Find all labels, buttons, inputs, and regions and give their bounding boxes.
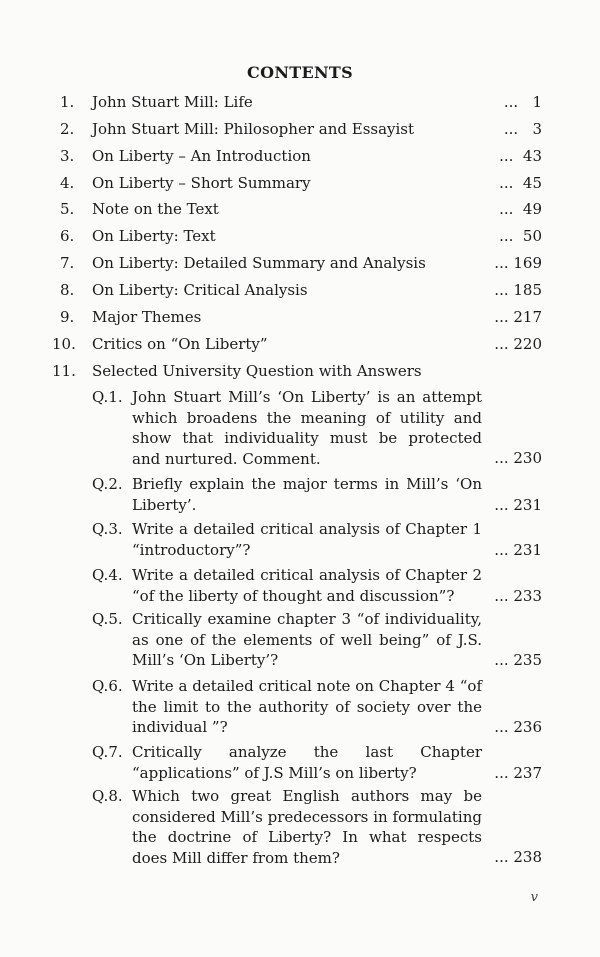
entry-number: 9. — [60, 308, 75, 326]
entry-page: ... 220 — [494, 335, 542, 353]
question-page: ... 237 — [494, 764, 542, 782]
entry-number: 1. — [60, 93, 75, 111]
entry-title: Selected University Question with Answers — [92, 362, 422, 380]
entry-page: ... 45 — [499, 174, 542, 192]
entry-number: 3. — [60, 147, 75, 165]
entry-number: 11. — [52, 362, 76, 380]
entry-number: 6. — [60, 227, 75, 245]
entry-page: ... 50 — [499, 227, 542, 245]
question-text: Critically analyze the last Chapter “applications” of J.S Mill’s on liberty? — [132, 743, 482, 782]
entry-title: Major Themes — [92, 308, 202, 326]
entry-title: On Liberty – Short Summary — [92, 174, 311, 192]
page-number: v — [530, 890, 538, 905]
question-text: Write a detailed critical analysis of Chapter 1 “introductory”? — [132, 520, 482, 559]
entry-title: On Liberty: Text — [92, 227, 216, 245]
question-number: Q.4. — [92, 566, 123, 584]
entry-page: ... 217 — [494, 308, 542, 326]
entry-number: 2. — [60, 120, 75, 138]
question-text: John Stuart Mill’s ‘On Liberty’ is an attempt which broadens the meaning of utility and show that individuality must be protected and nurtured. Comment. — [132, 388, 482, 468]
entry-page: ... 169 — [494, 254, 542, 272]
question-number: Q.6. — [92, 677, 123, 695]
entry-page: ... 49 — [499, 200, 542, 218]
question-number: Q.2. — [92, 475, 123, 493]
entry-title: On Liberty – An Introduction — [92, 147, 311, 165]
question-page: ... 231 — [494, 496, 542, 514]
entry-number: 10. — [52, 335, 76, 353]
entry-title: John Stuart Mill: Life — [92, 93, 253, 111]
entry-number: 8. — [60, 281, 75, 299]
question-page: ... 231 — [494, 541, 542, 559]
question-page: ... 236 — [494, 718, 542, 736]
question-number: Q.3. — [92, 520, 123, 538]
question-text: Which two great English authors may be considered Mill’s predecessors in formulating the doctrine of Liberty? In what respects does Mill differ from them? — [132, 787, 482, 867]
page-title: CONTENTS — [247, 63, 353, 82]
entry-title: John Stuart Mill: Philosopher and Essayist — [92, 120, 415, 138]
entry-page: ... 1 — [503, 93, 542, 111]
question-number: Q.1. — [92, 388, 123, 406]
entry-page: ... 43 — [499, 147, 542, 165]
question-number: Q.7. — [92, 743, 123, 761]
question-text: Write a detailed critical analysis of Chapter 2 “of the liberty of thought and discussion”? — [132, 566, 482, 605]
entry-page: ... 185 — [494, 281, 542, 299]
question-text: Critically examine chapter 3 “of individuality, as one of the elements of well being” of J.S. Mill’s ‘On Liberty’? — [132, 610, 482, 670]
entry-number: 4. — [60, 174, 75, 192]
entry-number: 5. — [60, 200, 75, 218]
question-number: Q.8. — [92, 787, 123, 805]
question-page: ... 238 — [494, 848, 542, 866]
entry-title: Note on the Text — [92, 200, 219, 218]
entry-number: 7. — [60, 254, 75, 272]
question-text: Briefly explain the major terms in Mill’s ‘On Liberty’. — [132, 475, 482, 514]
entry-title: On Liberty: Detailed Summary and Analysis — [92, 254, 426, 272]
question-page: ... 233 — [494, 587, 542, 605]
question-page: ... 230 — [494, 449, 542, 467]
question-text: Write a detailed critical note on Chapter 4 “of the limit to the authority of society over the individual ”? — [132, 677, 482, 737]
entry-title: On Liberty: Critical Analysis — [92, 281, 308, 299]
question-number: Q.5. — [92, 610, 123, 628]
entry-title: Critics on “On Liberty” — [92, 335, 268, 353]
entry-page: ... 3 — [503, 120, 542, 138]
question-page: ... 235 — [494, 651, 542, 669]
